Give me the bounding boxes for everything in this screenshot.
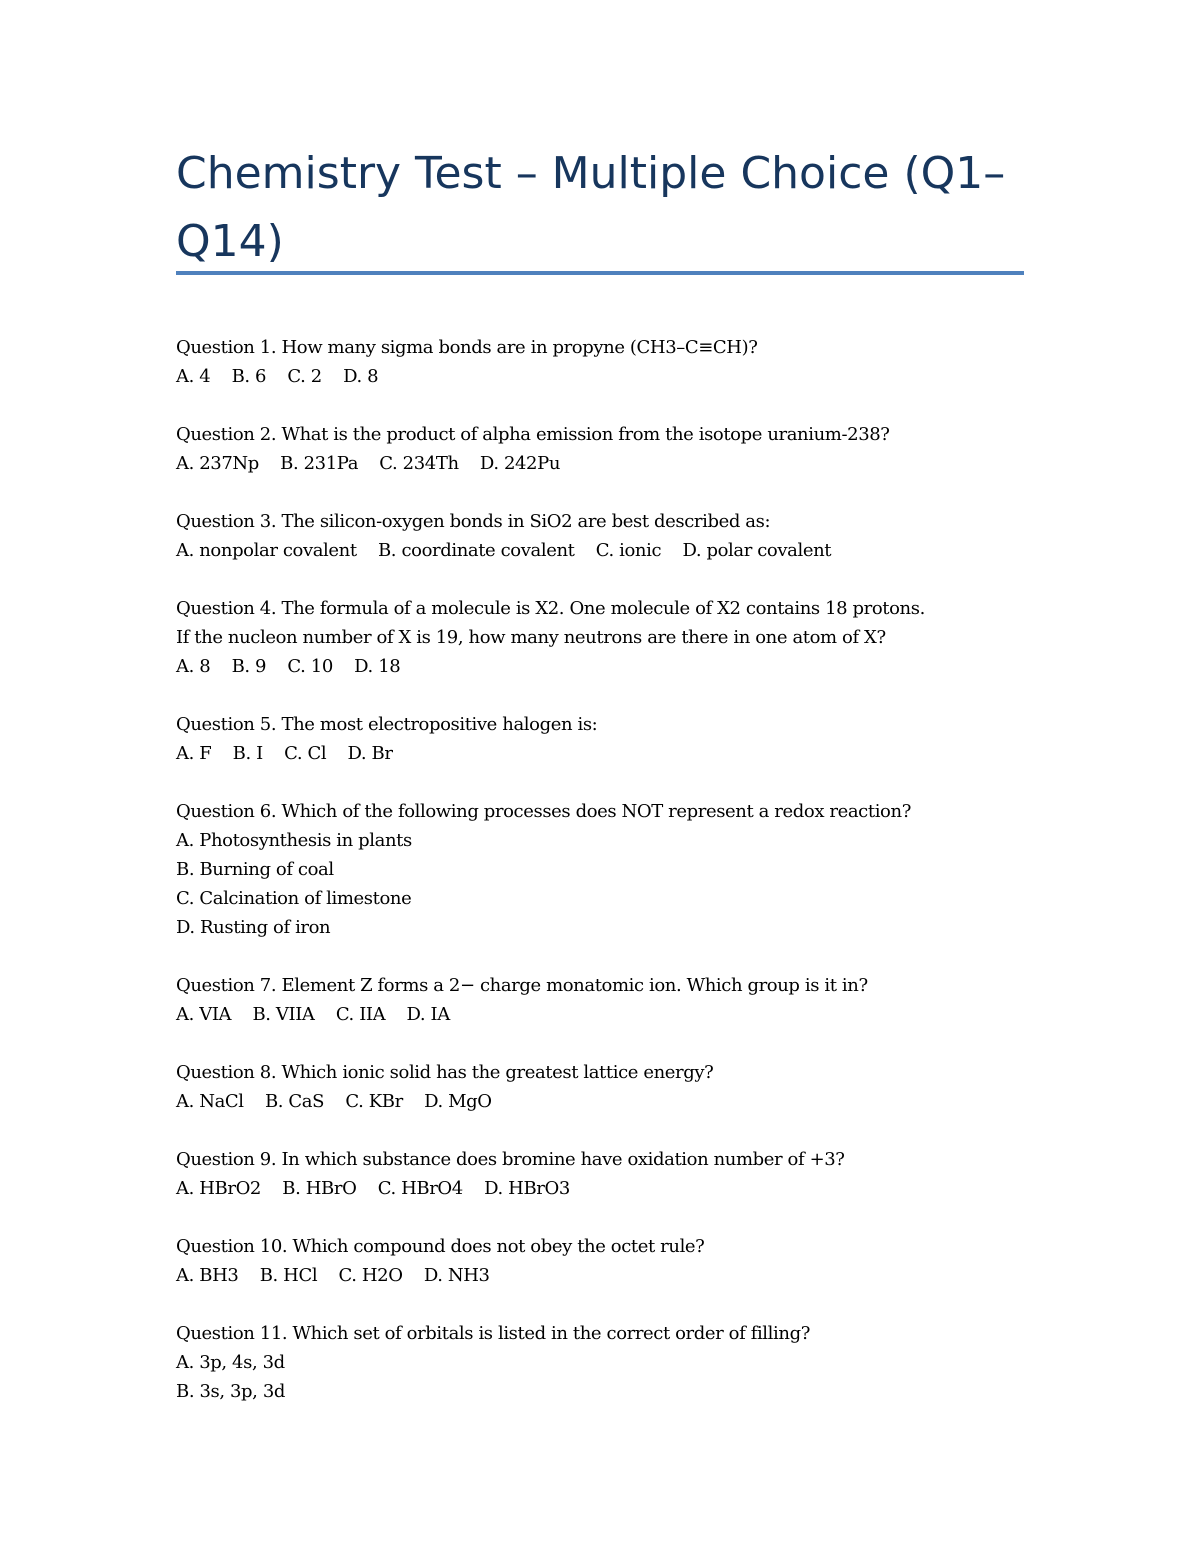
- answer-options: A. 237Np B. 231Pa C. 234Th D. 242Pu: [176, 453, 561, 474]
- question-2: [176, 420, 1024, 478]
- question-text: Question 3. The silicon-oxygen bonds in SiO2 are best described as:: [176, 511, 771, 532]
- answer-options: A. nonpolar covalent B. coordinate covalent C. ionic D. polar covalent: [176, 540, 832, 561]
- question-4: [176, 594, 1024, 681]
- answer-options: B. Burning of coal: [176, 859, 334, 880]
- answer-options: If the nucleon number of X is 19, how many neutrons are there in one atom of X?: [176, 627, 886, 648]
- question-9: [176, 1145, 1024, 1203]
- question-text: Question 11. Which set of orbitals is listed in the correct order of filling?: [176, 1323, 810, 1344]
- question-text: Question 7. Element Z forms a 2− charge monatomic ion. Which group is it in?: [176, 975, 868, 996]
- answer-options: A. 4 B. 6 C. 2 D. 8: [176, 366, 379, 387]
- answer-options: A. BH3 B. HCl C. H2O D. NH3: [176, 1265, 490, 1286]
- answer-options: A. Photosynthesis in plants: [176, 830, 412, 851]
- question-6: [176, 797, 1024, 942]
- question-11: [176, 1319, 1024, 1406]
- question-list: [176, 333, 1024, 1435]
- question-text: Question 10. Which compound does not obey the octet rule?: [176, 1236, 705, 1257]
- answer-options: B. 3s, 3p, 3d: [176, 1381, 285, 1402]
- answer-options: A. HBrO2 B. HBrO C. HBrO4 D. HBrO3: [176, 1178, 570, 1199]
- question-text: Question 8. Which ionic solid has the greatest lattice energy?: [176, 1062, 714, 1083]
- question-text: Question 5. The most electropositive halogen is:: [176, 714, 598, 735]
- answer-options: A. NaCl B. CaS C. KBr D. MgO: [176, 1091, 492, 1112]
- question-text: Question 1. How many sigma bonds are in propyne (CH3–C≡CH)?: [176, 337, 758, 358]
- question-7: [176, 971, 1024, 1029]
- question-3: [176, 507, 1024, 565]
- question-text: Question 2. What is the product of alpha emission from the isotope uranium-238?: [176, 424, 890, 445]
- question-text: Question 9. In which substance does bromine have oxidation number of +3?: [176, 1149, 845, 1170]
- question-1: [176, 333, 1024, 391]
- title-underline: [176, 271, 1024, 275]
- question-8: [176, 1058, 1024, 1116]
- answer-options: A. 3p, 4s, 3d: [176, 1352, 285, 1373]
- answer-options: C. Calcination of limestone: [176, 888, 412, 909]
- question-text: Question 6. Which of the following processes does NOT represent a redox reaction?: [176, 801, 911, 822]
- question-10: [176, 1232, 1024, 1290]
- answer-options: A. VIA B. VIIA C. IIA D. IA: [176, 1004, 450, 1025]
- document-title: Chemistry Test – Multiple Choice (Q1–Q14): [176, 148, 1006, 267]
- answer-options: A. F B. I C. Cl D. Br: [176, 743, 393, 764]
- question-text: Question 4. The formula of a molecule is X2. One molecule of X2 contains 18 protons.: [176, 598, 925, 619]
- answer-options: D. Rusting of iron: [176, 917, 331, 938]
- question-5: [176, 710, 1024, 768]
- answer-options: A. 8 B. 9 C. 10 D. 18: [176, 656, 401, 677]
